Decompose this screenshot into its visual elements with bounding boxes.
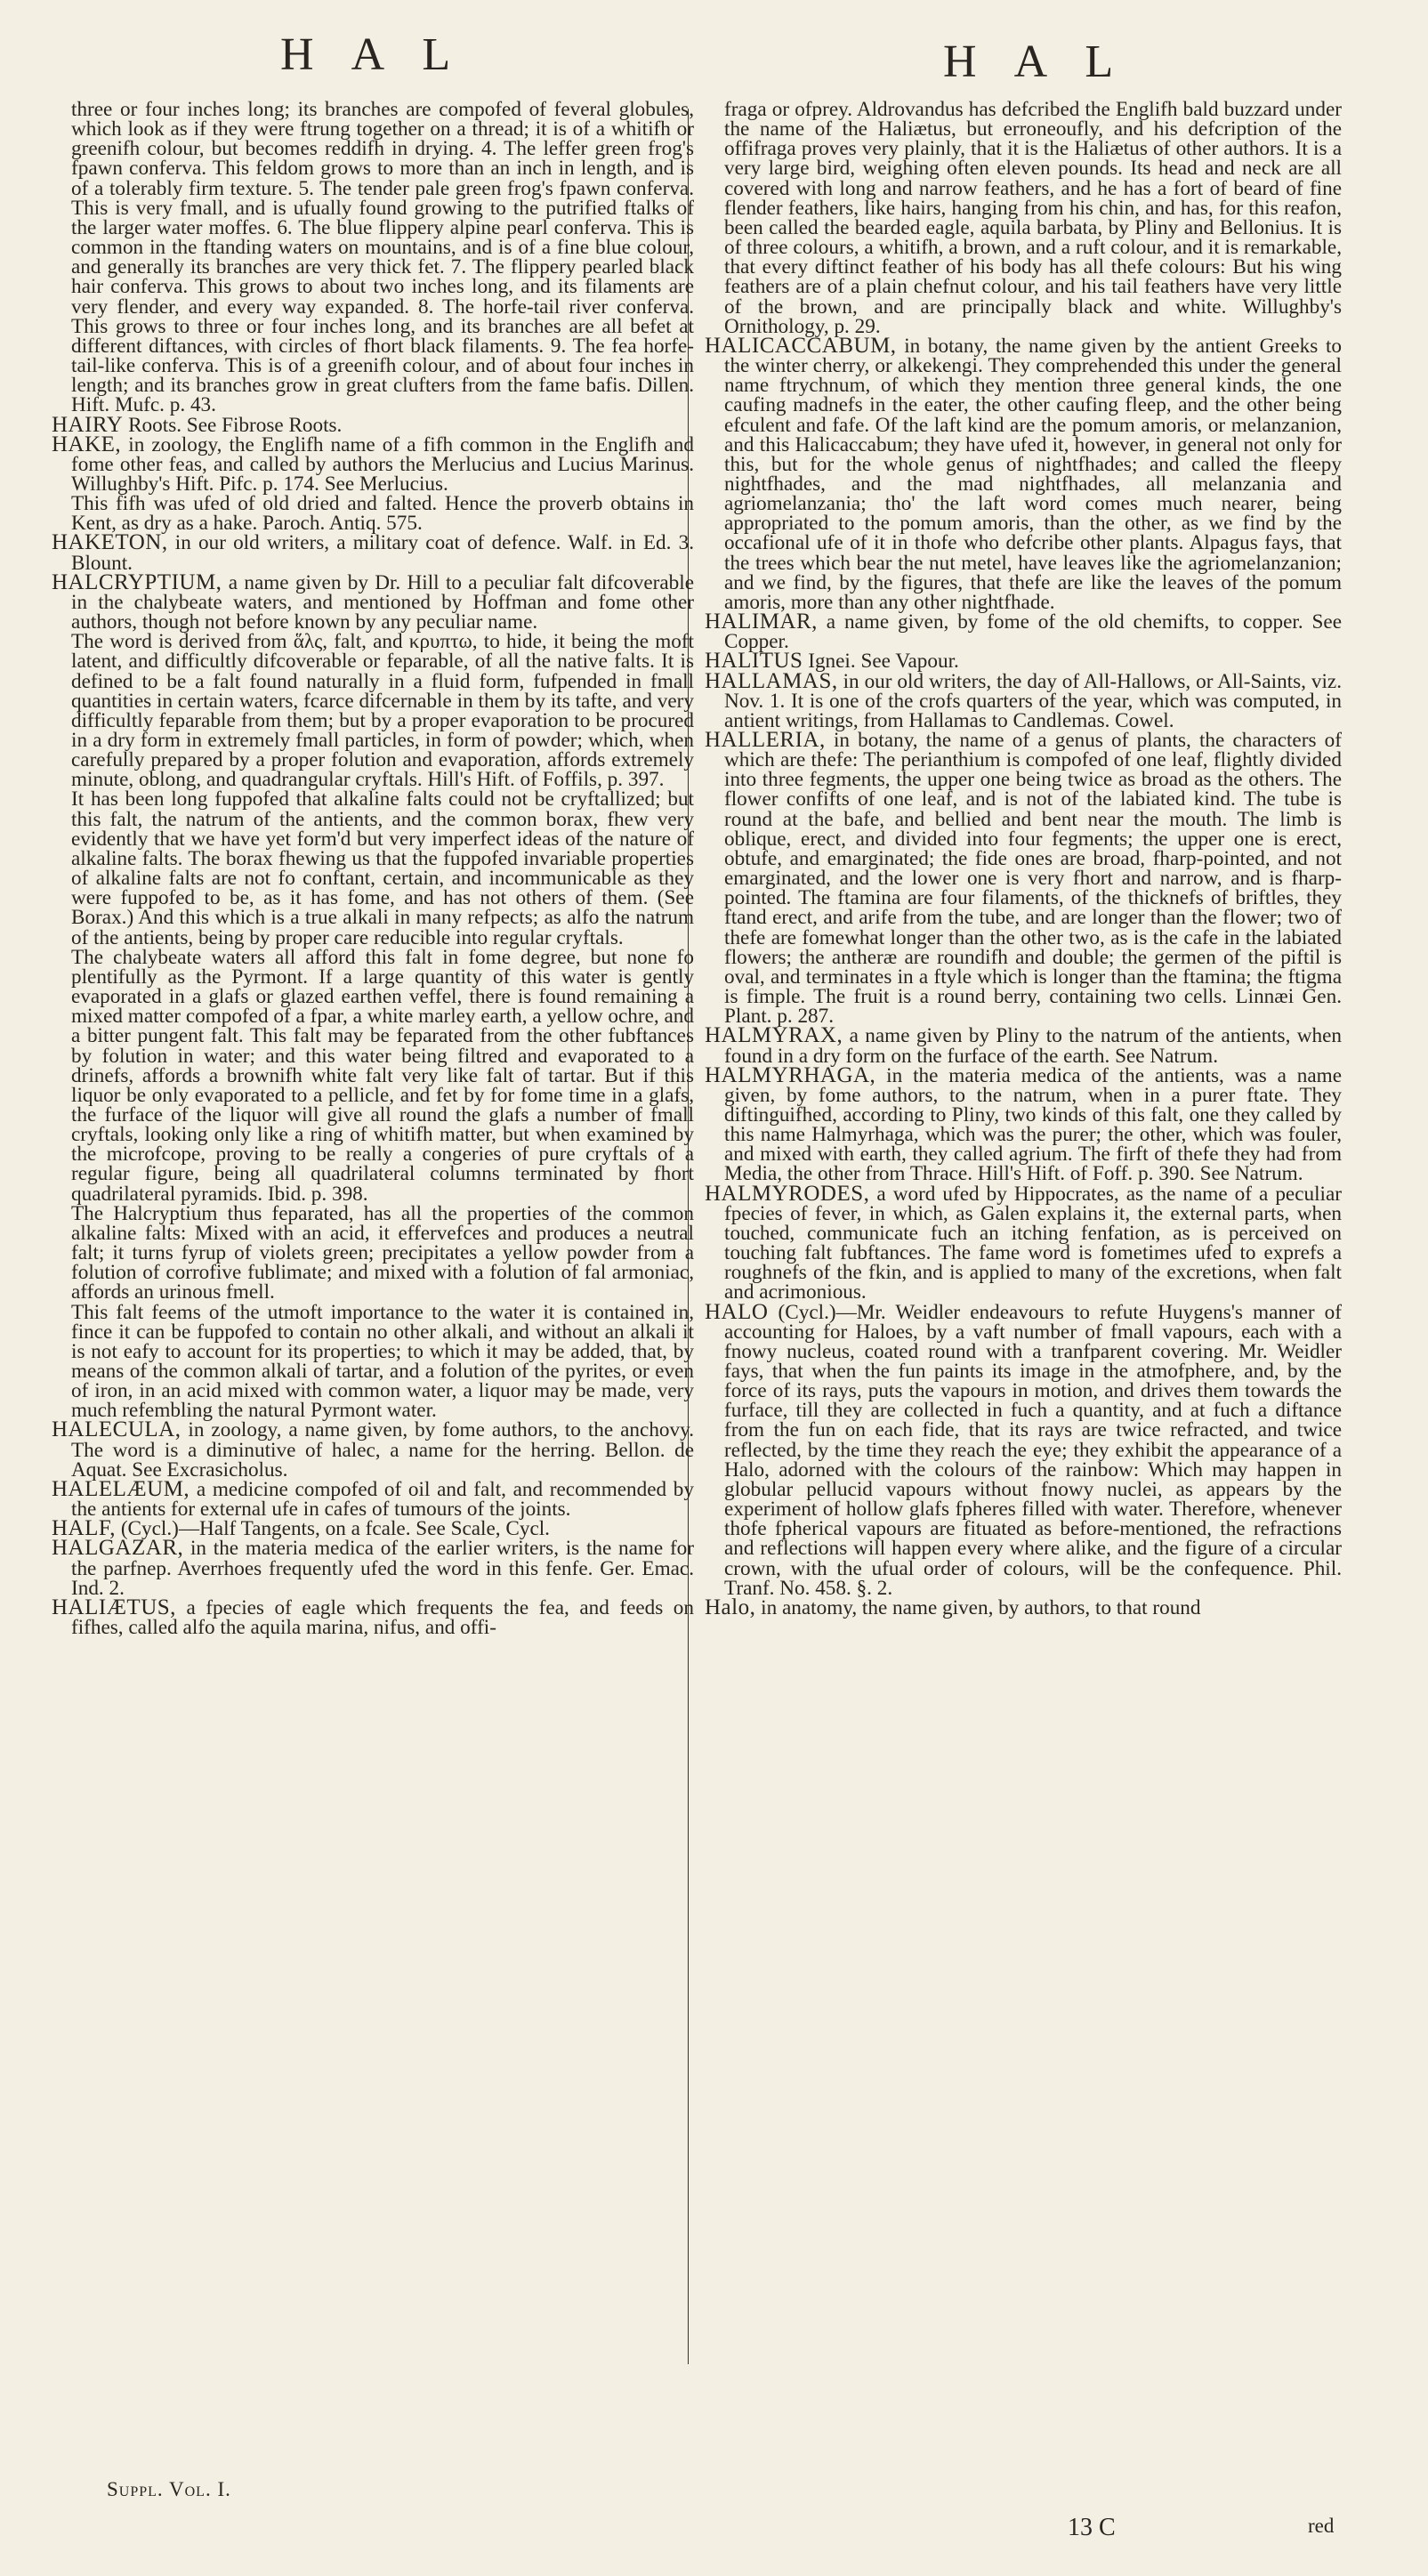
entry-text: The chalybeate waters all afford this falt in fome degree, but none fo plentifully as the Pyrmont. If a large quantity of this water is gently evaporated in a glafs or glazed earthen veffel, there is found remaining a mixed matter compofed of a fpar, a white marley earth, a yellow ochre, and a bitter pungent falt. This falt may be feparated from the other fubftances by folution in water; and this water being filtred and evaporated to a drinefs, affords a brownifh white falt very like falt of tartar. But if this liquor be only evaporated to a pellicle, and fet by for fome time in a glafs, the furface of the liquor will give all round the glafs a number of fmall cryftals, looking only like a ring of whitifh matter, but when examined by the microfcope, proving to be really a congeries of pure cryftals of a regular figure, being all quadrilateral columns terminated by fhort quadrilateral pyramids. Ibid. p. 398. xyxy=(71,945,694,1206)
entry-paragraph xyxy=(52,492,694,536)
dictionary-entry xyxy=(52,1536,694,1600)
dictionary-entry xyxy=(52,1595,694,1640)
entry-paragraph xyxy=(52,789,694,947)
dictionary-entry xyxy=(52,1476,694,1522)
entry-text: in our old writers, the day of All-Hallows, or All-Saints, viz. Nov. 1. It is one of the crofs quarters of the year, which was computed, in antient writings, from Hallamas to Candlemas. Cowel. xyxy=(724,669,1342,732)
entry-text: in anatomy, the name given, by authors, to that round xyxy=(755,1595,1201,1619)
entry-text: a medicine compofed of oil and falt, and recommended by the antients for external ufe in cafes of tumours of the joints. xyxy=(71,1477,694,1522)
entry-text: Roots. See Fibrose Roots. xyxy=(123,413,343,437)
volume-footer: Suppl. Vol. I. xyxy=(107,2478,231,2500)
running-head-right: H A L xyxy=(943,36,1128,87)
dictionary-entry xyxy=(705,333,1342,614)
entry-text: a name given by Pliny to the natrum of the antients, when found in a dry form on the furface of the earth. See Natrum. xyxy=(724,1024,1342,1068)
entry-headword: HALICACCABUM, xyxy=(705,333,897,358)
dictionary-entry xyxy=(52,569,694,634)
entry-text: a name given, by fome of the old chemifts, to copper. See Copper. xyxy=(724,610,1342,654)
dictionary-entry xyxy=(705,1023,1342,1068)
running-head-left: H A L xyxy=(280,29,465,80)
entry-text: (Cycl.)—Half Tangents, on a fcale. See Scale, Cycl. xyxy=(116,1517,550,1541)
entry-text: in botany, the name of a genus of plants, the characters of which are thefe: The perianthium is compofed of one leaf, flightly divided into three fegments, the upper one being twice as broad as the others. The flower confifts of one leaf, and is not of the labiated kind. The tube is round at the bafe, and bellied and bent near the mouth. The limb is oblique, erect, and divided into four fegments; the upper one is erect, obtufe, and emarginated; the fide ones are broad, fharp-pointed, and not emarginated, and the lower one is very fhort and narrow, and is fharp-pointed. The ftamina are four filaments, of the thicknefs of briftles, they ftand erect, and arife from the tube, and are longer than the flower; two of thefe are fomewhat longer than the other two, as is the cafe in the labiated flowers; the antheræ are roundifh and double; the germen of the piftil is oval, and terminates in a ftyle which is longer than the ftamina; the ftigma is fimple. The fruit is a round berry, containing two cells. Linnæi Gen. Plant. p. 287. xyxy=(724,729,1342,1029)
entry-text: in botany, the name given by the antient Greeks to the winter cherry, or alkekengi. They comprehended this under the general name ftrychnum, of which they mention three general kinds, the one caufing madnefs in the eater, the other caufing fleep, and the other being efculent and fafe. Of the laft kind are the pomum amoris, or melanzanion, and this Halicaccabum; they have ufed it, however, in general not only for this, but for the whole genus of nightfhades; and called the fleepy nightfhades, and the mad nightfhades, all melanzania and agriomelanzania; tho' the laft word comes much nearer, being appropriated to the pomum amoris, than the other, as we find by the occafional ufe of it in thofe who defcribe other plants. Alpagus fays, that the trees which bear the nut metel, have leaves like the agriomelanzanion; and we find, by the figures, that thefe are like the leaves of the pomum amoris, more than any other nightfhade. xyxy=(724,334,1342,614)
dictionary-entry xyxy=(705,1062,1342,1186)
entry-headword: HALITUS xyxy=(705,649,803,674)
entry-text: in zoology, a name given, by fome authors, to the anchovy. The word is a diminutive of halec, a name for the herring. Bellon. de Aquat. See Excrasicholus. xyxy=(71,1418,694,1482)
entry-headword: HALLERIA, xyxy=(705,728,826,752)
entry-headword: HAKETON, xyxy=(52,530,168,555)
entry-headword: HALMYRAX, xyxy=(705,1023,843,1048)
dictionary-entry xyxy=(52,1417,694,1482)
dictionary-entry xyxy=(705,1181,1342,1304)
dictionary-entry xyxy=(705,728,1342,1029)
dictionary-entry xyxy=(705,1299,1342,1600)
entry-text: This fifh was ufed of old dried and falted. Hence the proverb obtains in Kent, as dry as a hake. Paroch. Antiq. 575. xyxy=(71,492,694,536)
entry-paragraph xyxy=(52,100,694,416)
entry-text: It has been long fuppofed that alkaline falts could not be cryftallized; but this falt, the natrum of the antients, and the common borax, fhew very evidently that we have yet form'd but very imperfect ideas of the nature of alkaline falts. The borax fhewing us that the fuppofed invariable properties of alkaline falts are not fo conftant, certain, and incommunicable as they were fuppofed to be, as it has fome, and has not others of them. (See Borax.) And this which is a true alkali in many refpects; as alfo the natrum of the antients, being by proper care reducible into regular cryftals. xyxy=(71,787,694,949)
entry-headword: HALIMAR, xyxy=(705,610,818,634)
entry-headword: HALCRYPTIUM, xyxy=(52,569,222,594)
entry-text: in the materia medica of the earlier writers, is the name for the parfnep. Averrhoes frequently ufed the word in this fenfe. Ger. Emac. Ind. 2. xyxy=(71,1537,694,1600)
entry-headword: HALMYRHAGA, xyxy=(705,1062,876,1087)
signature-mark: 13 C xyxy=(1068,2514,1116,2541)
entry-headword: HALO xyxy=(705,1299,769,1324)
entry-text: a name given by Dr. Hill to a peculiar falt difcoverable in the chalybeate waters, and mentioned by Hoffman and fome other authors, though not before known by any peculiar name. xyxy=(71,570,694,634)
entry-headword: Halo, xyxy=(705,1595,756,1619)
entry-paragraph xyxy=(52,1201,694,1304)
entry-headword: HALF, xyxy=(52,1516,117,1541)
entry-paragraph xyxy=(52,630,694,792)
entry-headword: HAKE, xyxy=(52,432,122,456)
entry-text: a fpecies of eagle which frequents the fea, and feeds on fifhes, called alfo the aquila marina, nifus, and offi- xyxy=(71,1595,694,1640)
dictionary-entry xyxy=(705,610,1342,654)
entry-headword: HALIÆTUS, xyxy=(52,1595,176,1619)
right-column xyxy=(705,100,1342,1618)
entry-text: in our old writers, a military coat of defence. Walf. in Ed. 3. Blount. xyxy=(71,531,694,575)
entry-headword: HALMYRODES, xyxy=(705,1181,870,1206)
entry-headword: HALECULA, xyxy=(52,1417,182,1442)
entry-text: Ignei. See Vapour. xyxy=(803,650,959,674)
entry-text: The word is derived from ἅλς, falt, and κρυπτω, to hide, it being the moft latent, and difficultly difcoverable or feparable, of all the native falts. It is defined to be a falt found naturally in a fluid form, fufpended in fmall quantities in certain waters, fcarce difcernable in them by its tafte, and very difficultly feparable from them; but by a proper evaporation to be procured in a dry form in extremely fmall particles, in form of powder; which, when carefully prepared by a proper folution and evaporation, affords extremely minute, oblong, and quadrangular cryftals. Hill's Hift. of Foffils, p. 397. xyxy=(71,630,694,792)
entry-text: (Cycl.)—Mr. Weidler endeavours to refute Huygens's manner of accounting for Haloes, by a vaft number of fmall vapours, each with a fnowy nucleus, coated round with a tranfparent covering. Mr. Weidler fays, that when the fun paints its image in the atmofphere, and, by the force of its rays, puts the vapours in motion, and drives them towards the furface, till they are collected in fuch a quantity, and at fuch a diftance from the fun on each fide, that its rays are twice refracted, and twice reflected, by the time they reach the eye; they exhibit the appearance of a Halo, adorned with the colours of the rainbow: Which may happen in globular pellucid vapours without fnowy nuclei, as appears by the experiment of hollow glafs fpheres filled with water. Therefore, whenever thofe fpherical vapours are fituated as before-mentioned, the refractions and reflections will happen every where alike, and the figure of a circular crown, with the ufual order of colours, will be the confequence. Phil. Tranf. No. 458. §. 2. xyxy=(724,1300,1342,1600)
dictionary-entry xyxy=(52,412,694,437)
entry-paragraph xyxy=(52,945,694,1206)
dictionary-entry xyxy=(52,432,694,496)
entry-text: This falt feems of the utmoft importance to the water it is contained in, fince it can be fuppofed to contain no other alkali, and without an alkali it is not eafy to account for its properties; to which it may be added, that, by means of the common alkali of tartar, and a folution of the pyrites, or even of iron, in an acid mixed with common water, a liquor may be made, very much refembling the natural Pyrmont water. xyxy=(71,1300,694,1423)
entry-headword: HALLAMAS, xyxy=(705,668,838,693)
dictionary-entry xyxy=(705,668,1342,732)
entry-text: in the materia medica of the antients, was a name given, by fome authors, to the natrum, when in a purer ftate. They diftinguifhed, according to Pliny, two kinds of this falt, one they called by this name Halmyrhaga, which was the purer; the other, which was fouler, and mixed with earth, they called agrium. The firft of thefe they had from Media, the other from Thrace. Hill's Hift. of Foff. p. 390. See Natrum. xyxy=(724,1063,1342,1186)
entry-text: three or four inches long; its branches are compofed of feveral globules, which look as if they were ftrung together on a thread; it is of a whitifh or greenifh colour, but becomes reddifh in drying. 4. The leffer green frog's fpawn conferva. This feldom grows to more than an inch in length, and is of a tolerably firm texture. 5. The tender pale green frog's fpawn conferva. This is very fmall, and is ufually found growing to the putrified ftalks of the larger water moffes. 6. The blue flippery alpine pearl conferva. This is common in the ftanding waters on mountains, and is of a fine blue colour, and generally its branches are very thick fet. 7. The flippery pearled black hair conferva. This grows to about two inches long, and its filaments are very flender, and every way expanded. 8. The horfe-tail river conferva. This grows to three or four inches long, and its branches are all befet at different diftances, with circles of fhort black filaments. 9. The fea horfe-tail-like conferva. This is of a greenifh colour, and of about four inches in length; and its branches grow in great clufters from the fame bafis. Dillen. Hift. Mufc. p. 43. xyxy=(71,98,694,417)
entry-text: in zoology, the Englifh name of a fifh common in the Englifh and fome other feas, and called by authors the Merlucius and Lucius Marinus. Willughby's Hift. Pifc. p. 174. See Merlucius. xyxy=(71,432,694,496)
entry-text: The Halcryptium thus feparated, has all the properties of the common alkaline falts: Mixed with an acid, it effervefces and produces a neutral falt; it turns fyrup of violets green; precipitates a yellow powder from a folution of corrofive fublimate; and mixed with a folution of fal armoniac, affords an urinous fmell. xyxy=(71,1201,694,1304)
entry-text: a word ufed by Hippocrates, as the name of a peculiar fpecies of fever, in which, as Galen explains it, the external parts, when touched, communicate fuch an itching fenfation, as is perceived on touching falt fubftances. The fame word is fometimes ufed to exprefs a roughnefs of the fkin, and is applied to many of the excretions, when falt and acrimonious. xyxy=(724,1182,1342,1304)
dictionary-entry xyxy=(705,1595,1342,1619)
entry-paragraph xyxy=(705,100,1342,336)
catchword: red xyxy=(1308,2515,1335,2537)
entry-text: fraga or ofprey. Aldrovandus has defcribed the Englifh bald buzzard under the name of the Haliætus, but erroneoufly, and his defcription of the offifraga proves very plainly, that it is the Haliætus of other authors. It is a very large bird, weighing often eleven pounds. Its head and neck are all covered with long and narrow feathers, and he has a fort of beard of fine flender feathers, like hairs, hanging from his chin, and has, for this reafon, been called the bearded eagle, aquila barbata, by Pliny and Bellonius. It is of three colours, a whitifh, a brown, and a ruft colour, and it is remarkable, that every diftinct feather of his body has all thefe colours: But his wing feathers are of a plain chefnut colour, and his tail feathers have very little of the brown, and are principally black and white. Willughby's Ornithology, p. 29. xyxy=(724,98,1342,338)
dictionary-entry xyxy=(52,530,694,575)
entry-headword: HAIRY xyxy=(52,412,124,437)
entry-headword: HALGAZAR, xyxy=(52,1536,184,1561)
entry-headword: HALELÆUM, xyxy=(52,1476,190,1501)
entry-paragraph xyxy=(52,1300,694,1423)
left-column xyxy=(52,98,694,1640)
